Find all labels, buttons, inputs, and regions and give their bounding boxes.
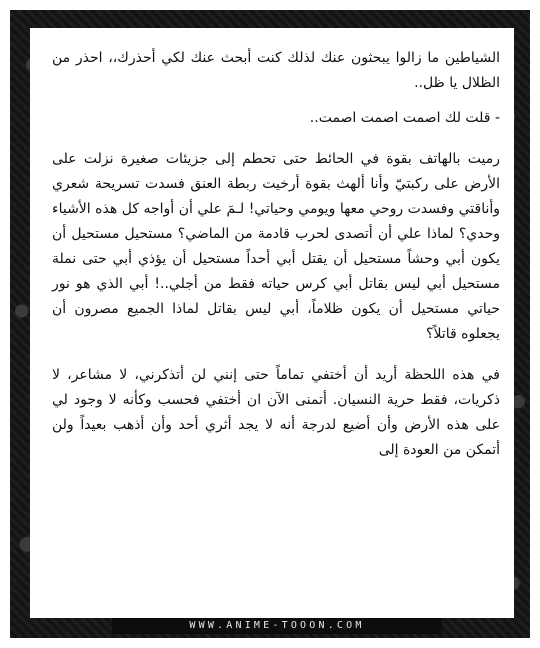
paragraph-3: رميت بالهاتف بقوة في الحائط حتى تحطم إلى جزيئات صغيرة نزلت على الأرض على ركبتيّ وأنا ألهث بقوة أرخيت ربطة العنق فسدت تسريحة شعري وأناقتي وفسدت روحي معها ويومي وحياتي! لـمَ علي أن أواجه كل هذه الأشياء وحدي؟ لماذا علي أن أتصدى لحرب قادمة من الماضي؟ مستحيل مستحيل أن يكون أبي وحشاً مستحيل أن يقتل أبي أحداً مستحيل أن يؤذي أبي حتى نملة مستحيل أبي ليس بقاتل أبي كرس حياته فقط من أجلي..! أبي الذي هو نور حياتي مستحيل أن يكون ظلاماً، أبي ليس بقاتل لماذا الجميع مصرون أن يجعلوه قاتلاً؟ (52, 151, 500, 342)
body-text (52, 46, 500, 479)
border-bottom (0, 638, 540, 648)
paragraph-1: الشياطين ما زالوا يبحثون عنك لذلك كنت أبحث عنك لكي أحذرك،، احذر من الظلال يا ظل.. (52, 50, 500, 91)
paragraph-2-dialogue: - قلت لك اصمت اصمت اصمت.. (309, 110, 500, 126)
watermark: WWW.ANIME-TOOON.COM (112, 618, 442, 634)
border-right (530, 0, 540, 648)
text-page (30, 28, 514, 618)
border-left (0, 0, 10, 648)
paragraph-4: في هذه اللحظة أريد أن أختفي تماماً حتى إنني لن أتذكرني، لا مشاعر، لا ذكريات، فقط حرية النسيان. أتمنى الآن ان أختفي فحسب وكأنه لا وجود لي على هذه الأرض وأن أضيع لدرجة أنه لا يجد أثري أحد وأن أذهب بعيداً ولن أتمكن من العودة إلى (52, 367, 500, 458)
border-top (0, 0, 540, 10)
